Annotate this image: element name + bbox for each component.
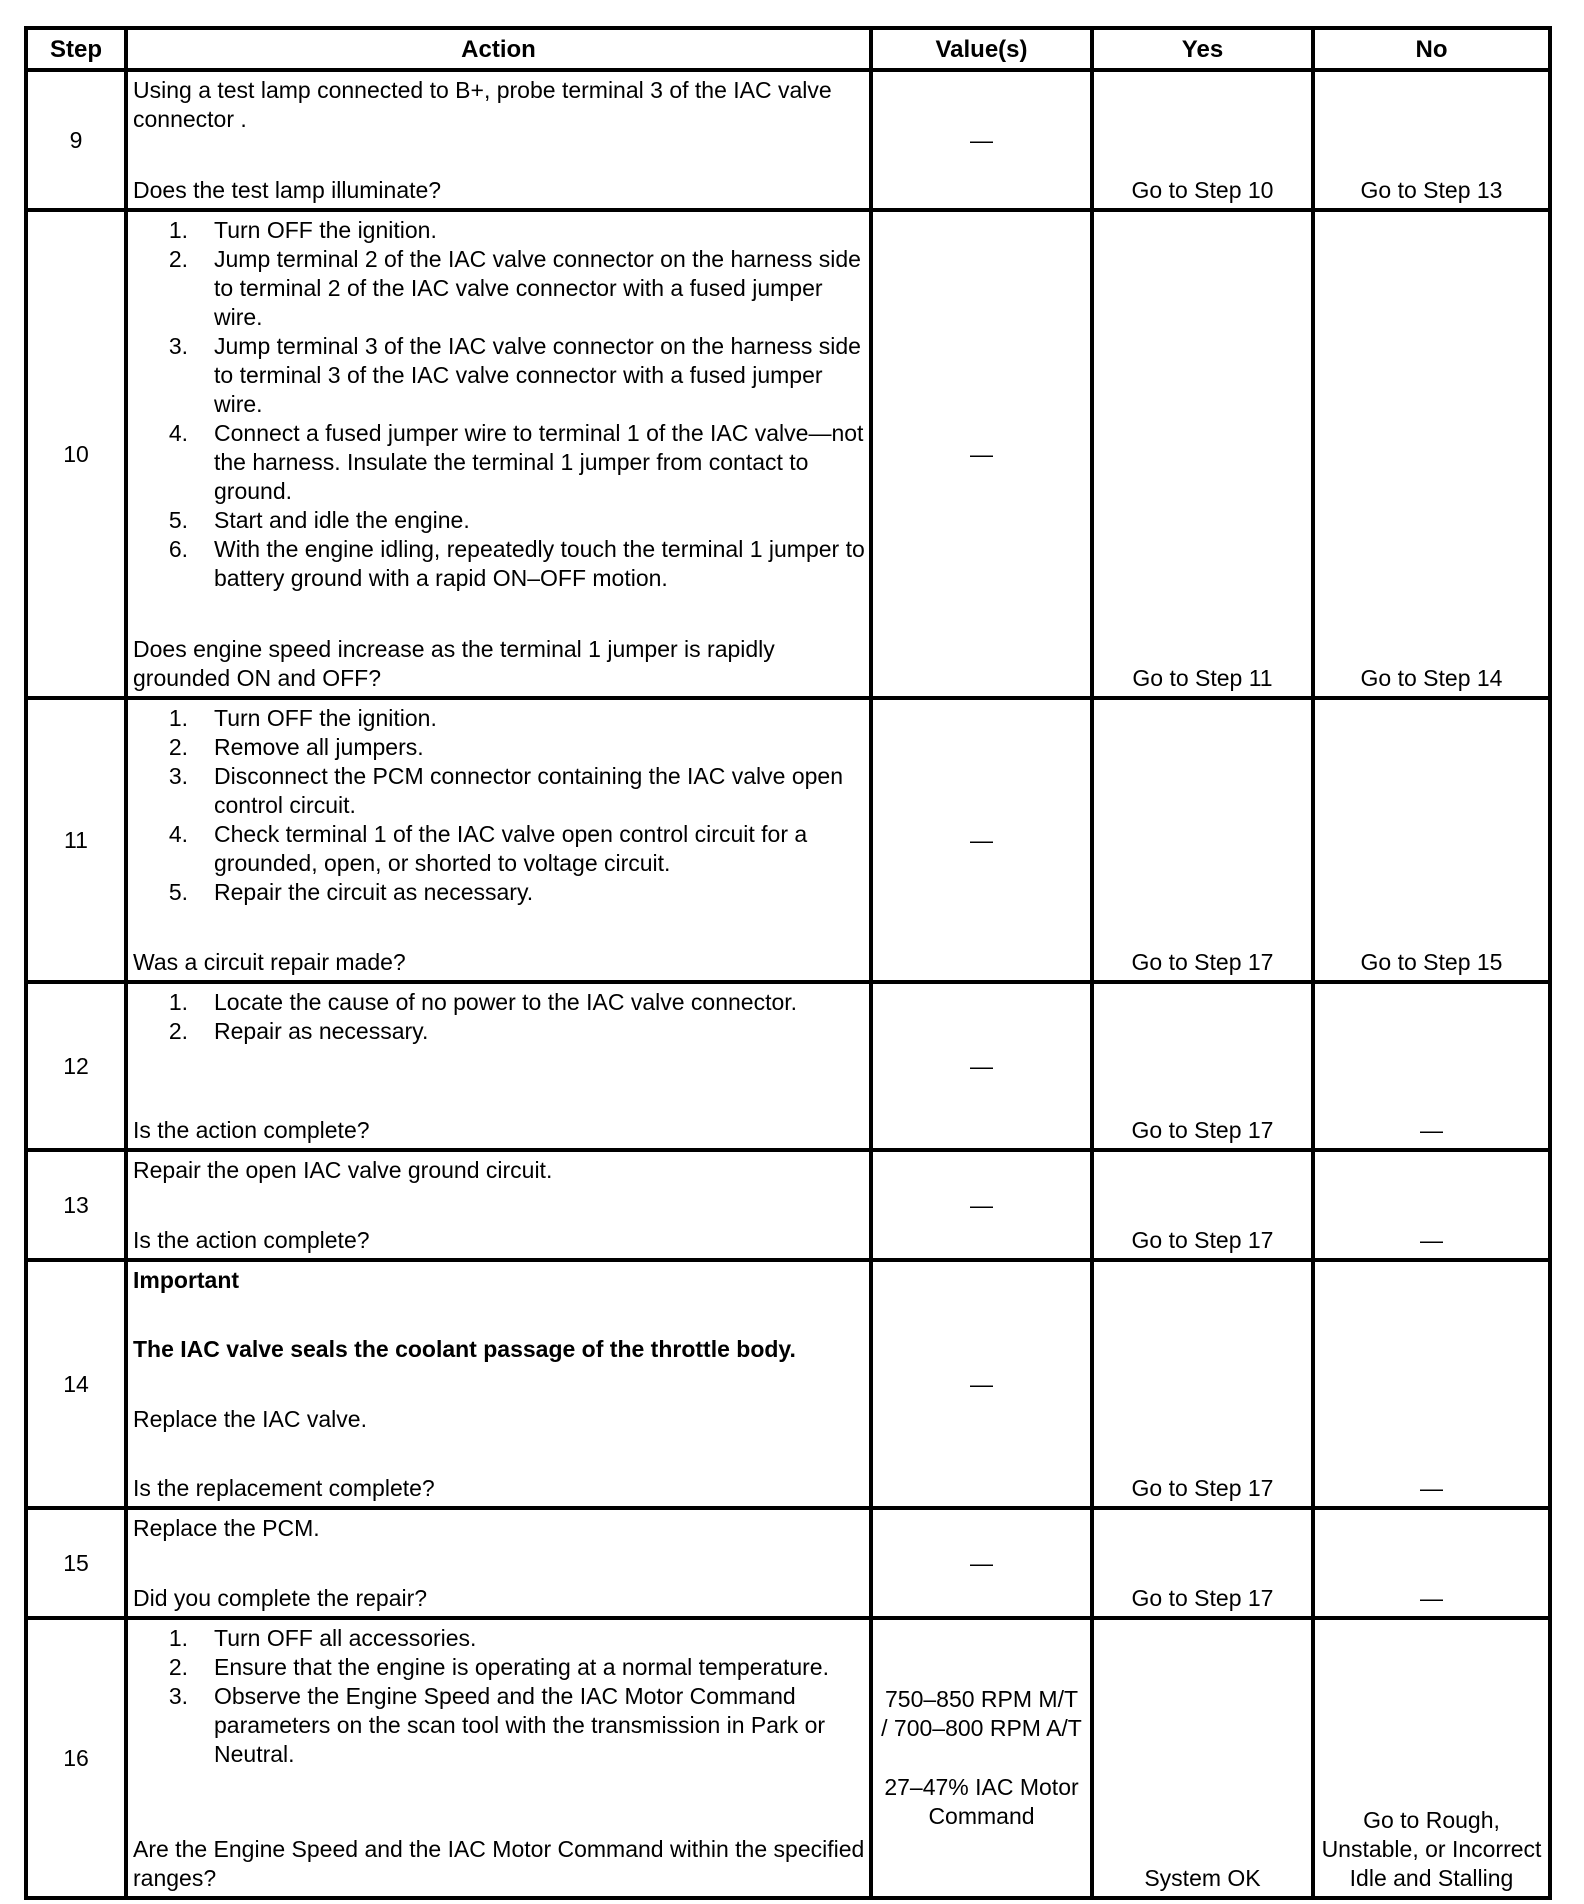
step-number: 11 [26,698,126,982]
action-text: Replace the PCM. [133,1515,320,1541]
step-number: 14 [26,1260,126,1508]
header-yes: Yes [1092,28,1313,70]
yes-cell: Go to Step 17 [1092,1260,1313,1508]
action-question: Are the Engine Speed and the IAC Motor Command within the specified ranges? [133,1836,865,1891]
action-cell [126,210,871,698]
list-item: 2. Jump terminal 2 of the IAC valve connector on the harness side to terminal 2 of the IAC valve connector with a fused jumper wire. [168,246,861,330]
table-row [26,70,1550,210]
action-steps-list [133,988,865,1046]
list-item: 1. Turn OFF the ignition. [168,217,437,243]
action-cell [126,1618,871,1898]
list-item: 2. Ensure that the engine is operating at a normal temperature. [168,1654,829,1680]
action-question: Is the replacement complete? [133,1474,435,1501]
list-item: 5. Start and idle the engine. [168,507,470,533]
list-item: 4. Connect a fused jumper wire to terminal 1 of the IAC valve—not the harness. Insulate the terminal 1 jumper from contact to ground. [168,420,864,504]
list-item: 6. With the engine idling, repeatedly touch the terminal 1 jumper to battery ground with a rapid ON–OFF motion. [168,536,865,591]
action-text: Replace the IAC valve. [133,1405,367,1432]
yes-cell: Go to Step 17 [1092,1150,1313,1260]
action-cell [126,1508,871,1618]
no-cell: Go to Step 14 [1313,210,1550,698]
list-item: 1. Turn OFF all accessories. [168,1625,477,1651]
action-question: Is the action complete? [133,1227,370,1253]
list-item: 2. Repair as necessary. [168,1018,429,1044]
action-question: Did you complete the repair? [133,1585,428,1611]
action-cell [126,70,871,210]
table-row [26,1260,1550,1508]
list-item: 1. Turn OFF the ignition. [168,705,437,731]
no-cell: — [1313,1150,1550,1260]
list-item: 3. Disconnect the PCM connector containing the IAC valve open control circuit. [168,763,844,818]
important-note: The IAC valve seals the coolant passage of the throttle body. [133,1336,796,1363]
no-cell: Go to Step 15 [1313,698,1550,982]
action-steps-list [133,216,865,593]
yes-cell: Go to Step 17 [1092,698,1313,982]
action-question: Is the action complete? [133,1117,370,1143]
list-item: 2. Remove all jumpers. [168,734,424,760]
no-cell: Go to Rough, Unstable, or Incorrect Idle and Stalling [1313,1618,1550,1898]
yes-cell: Go to Step 17 [1092,982,1313,1150]
step-number: 9 [26,70,126,210]
table-row [26,1508,1550,1618]
yes-cell: Go to Step 10 [1092,70,1313,210]
list-item: 3. Jump terminal 3 of the IAC valve connector on the harness side to terminal 3 of the IAC valve connector with a fused jumper wire. [168,333,861,417]
table-row [26,1618,1550,1898]
rpm-spec: 750–850 RPM M/T / 700–800 RPM A/T [881,1686,1082,1741]
list-item: 1. Locate the cause of no power to the IAC valve connector. [168,989,798,1015]
iac-spec: 27–47% IAC Motor Command [884,1774,1079,1829]
header-step: Step [26,28,126,70]
action-steps-list [133,1624,865,1769]
list-item: 5. Repair the circuit as necessary. [168,879,534,905]
step-number: 13 [26,1150,126,1260]
value-cell: — [871,1508,1092,1618]
no-cell: — [1313,982,1550,1150]
yes-cell: Go to Step 17 [1092,1508,1313,1618]
no-cell: — [1313,1260,1550,1508]
header-action: Action [126,28,871,70]
action-steps-list [133,704,865,907]
value-cell [871,1618,1092,1898]
list-item: 4. Check terminal 1 of the IAC valve open control circuit for a grounded, open, or shorted to voltage circuit. [168,821,808,876]
action-question: Was a circuit repair made? [133,949,406,975]
value-cell: — [871,1150,1092,1260]
value-cell: — [871,1260,1092,1508]
value-cell: — [871,982,1092,1150]
step-number: 10 [26,210,126,698]
action-question: Does the test lamp illuminate? [133,177,442,203]
action-text: Repair the open IAC valve ground circuit. [133,1157,553,1183]
no-cell: — [1313,1508,1550,1618]
yes-cell: System OK [1092,1618,1313,1898]
table-row [26,982,1550,1150]
value-cell: — [871,70,1092,210]
table-row [26,1150,1550,1260]
important-label: Important [133,1267,240,1293]
action-text: Using a test lamp connected to B+, probe terminal 3 of the IAC valve connector . [133,77,832,132]
diagnostic-table [24,26,1552,1900]
table-row [26,210,1550,698]
header-no: No [1313,28,1550,70]
yes-cell: Go to Step 11 [1092,210,1313,698]
header-row [26,28,1550,70]
no-cell: Go to Step 13 [1313,70,1550,210]
value-cell: — [871,698,1092,982]
action-cell [126,982,871,1150]
action-cell [126,698,871,982]
step-number: 16 [26,1618,126,1898]
list-item: 3. Observe the Engine Speed and the IAC Motor Command parameters on the scan tool with the transmission in Park or Neutral. [168,1683,826,1767]
table-row [26,698,1550,982]
value-cell: — [871,210,1092,698]
header-values: Value(s) [871,28,1092,70]
action-cell [126,1260,871,1508]
action-question: Does engine speed increase as the terminal 1 jumper is rapidly grounded ON and OFF? [133,636,775,691]
step-number: 12 [26,982,126,1150]
step-number: 15 [26,1508,126,1618]
action-cell [126,1150,871,1260]
